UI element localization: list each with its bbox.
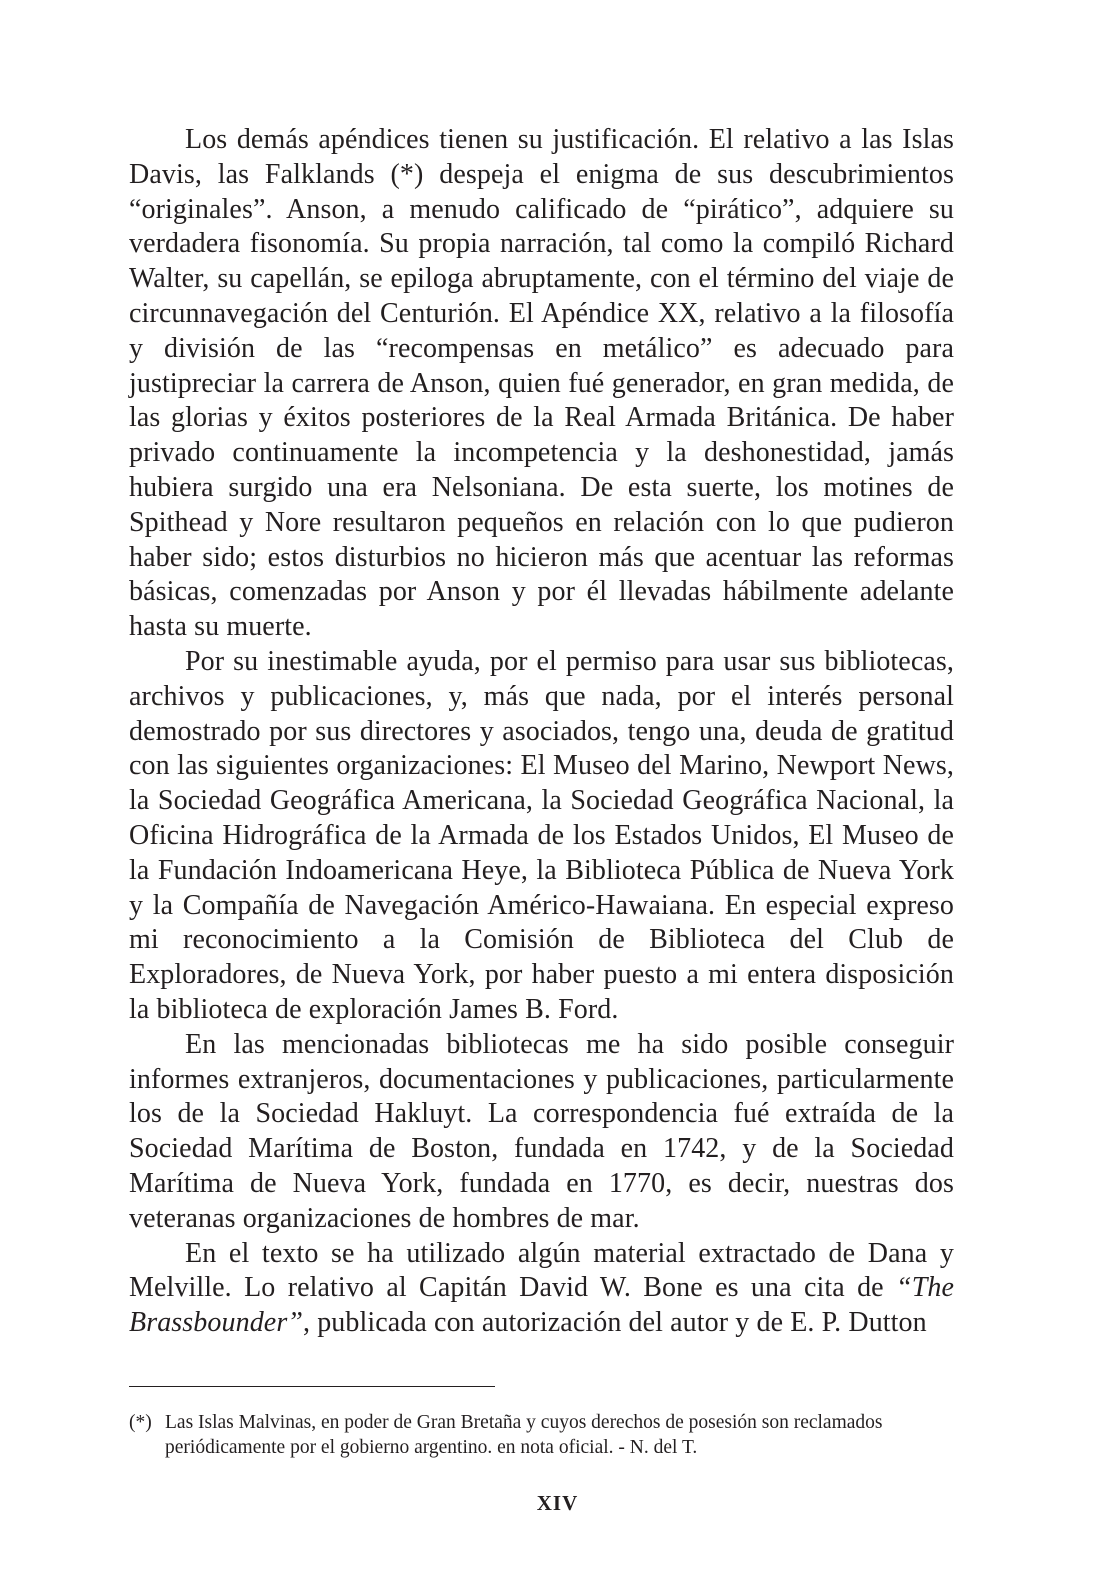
page-number: XIV bbox=[536, 1491, 579, 1515]
paragraph-3 bbox=[129, 1028, 954, 1237]
body-text bbox=[129, 123, 954, 1341]
book-title-italic: “The Brassbounder” bbox=[129, 1272, 954, 1339]
paragraph-1 bbox=[129, 123, 954, 645]
paragraph-4-text-start: En el texto se ha utilizado algún material extractado de Dana y Melville. Lo relativo al Capitán David W. Bone es una cita de bbox=[129, 1237, 954, 1304]
paragraph-4 bbox=[129, 1237, 954, 1341]
footnote-divider bbox=[129, 1386, 495, 1387]
paragraph-4-text-end: , publicada con autorización del autor y de E. P. Dutton bbox=[303, 1307, 927, 1339]
paragraph-1-text: Los demás apéndices tienen su justificación. El relativo a las Islas Davis, las Falklands (*) despeja el enigma de sus descubrimientos “originales”. Anson, a menudo calificado de “pirático”, adquiere su verdadera fisonomía. Su propia narración, tal como la compiló Richard Walter, su capellán, se epiloga abruptamente, con el término del viaje de circunnavegación del Centurión. El Apéndice XX, relativo a la filosofía y división de las “recompensas en metálico” es adecuado para justipreciar la carrera de Anson, quien fué generador, en gran medida, de las glorias y éxitos posteriores de la Real Armada Británica. De haber privado continuamente la incompetencia y la deshonestidad, jamás hubiera surgido una era Nelsoniana. De esta suerte, los motines de Spithead y Nore resultaron pequeños en relación con lo que pudieron haber sido; estos disturbios no hicieron más que acentuar las reformas básicas, comenzadas por Anson y por él llevadas hábilmente adelante hasta su muerte. bbox=[129, 124, 954, 643]
footnote bbox=[129, 1410, 955, 1460]
footnote-text: Las Islas Malvinas, en poder de Gran Bretaña y cuyos derechos de posesión son reclamados periódicamente por el gobierno argentino. en nota oficial. - N. del T. bbox=[165, 1412, 883, 1458]
paragraph-2 bbox=[129, 645, 954, 1028]
paragraph-2-text: Por su inestimable ayuda, por el permiso para usar sus bibliotecas, archivos y publicaciones, y, más que nada, por el interés personal demostrado por sus directores y asociados, tengo una, deuda de gratitud con las siguientes organizaciones: El Museo del Marino, Newport News, la Sociedad Geográfica Americana, la Sociedad Geográfica Nacional, la Oficina Hidrográfica de la Armada de los Estados Unidos, El Museo de la Fundación Indoamericana Heye, la Biblioteca Pública de Nueva York y la Compañía de Navegación Américo-Hawaiana. En especial expreso mi reconocimiento a la Comisión de Biblioteca del Club de Exploradores, de Nueva York, por haber puesto a mi entera disposición la biblioteca de exploración James B. Ford. bbox=[129, 645, 954, 1025]
paragraph-3-text: En las mencionadas bibliotecas me ha sido posible conseguir informes extranjeros, documentaciones y publicaciones, particularmente los de la Sociedad Hakluyt. La correspondencia fué extraída de la Sociedad Marítima de Boston, fundada en 1742, y de la Sociedad Marítima de Nueva York, fundada en 1770, es decir, nuestras dos veteranas organizaciones de hombres de mar. bbox=[129, 1028, 954, 1234]
footnote-marker: (*) bbox=[129, 1412, 152, 1433]
